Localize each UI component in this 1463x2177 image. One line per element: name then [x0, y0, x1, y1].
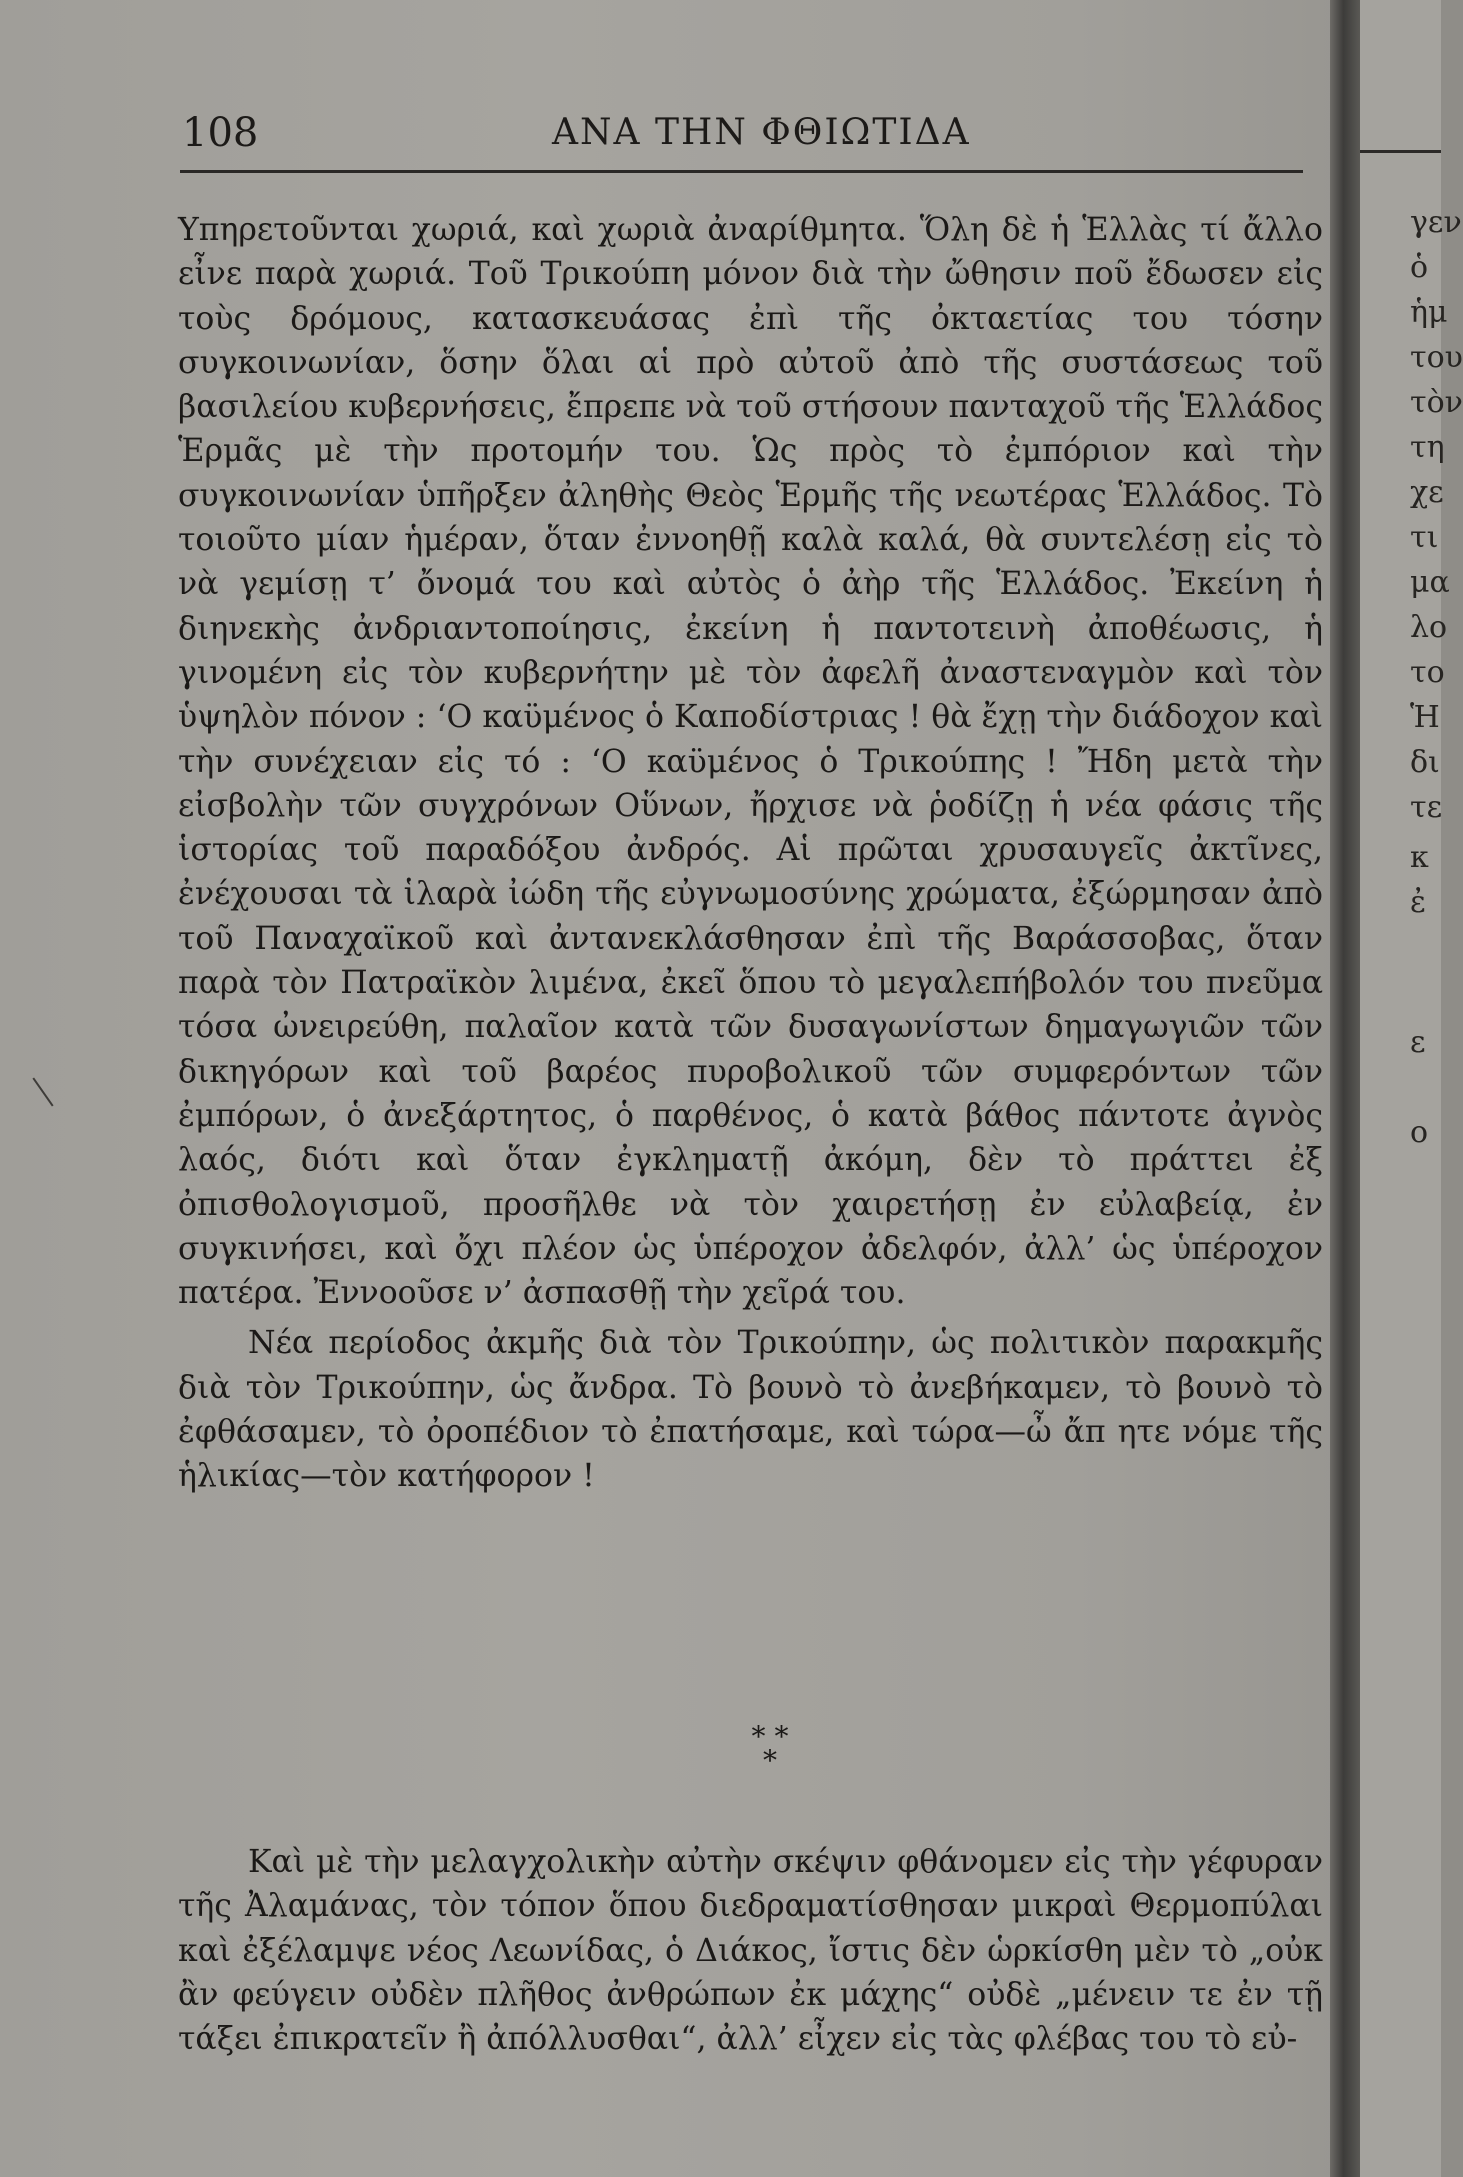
facing-page-fragment: γεν — [1410, 205, 1462, 240]
book-gutter — [1330, 0, 1360, 2177]
facing-page-fragment: τε — [1410, 790, 1443, 825]
page-number: 108 — [182, 110, 259, 156]
section-asterism: * * * — [751, 1720, 789, 1777]
paragraph: Υπηρετοῦνται χωριά, καὶ χωριὰ ἀναρίθμητα. Ὅλη δὲ ἡ Ἑλλὰς τί ἄλλο εἶνε παρὰ χωριά. Τοῦ Τρικούπη μόνον διὰ τὴν ὤθησιν ποῦ ἔδωσεν εἰς τοὺς δρόμους, κατασκευάσας ἐπὶ τῆς ὀκταετίας του τόσην συγκοινωνίαν, ὅσην ὅλαι αἱ πρὸ αὐτοῦ ἀπὸ τῆς συστάσεως τοῦ βασιλείου κυβερνήσεις, ἔπρεπε νὰ τοῦ στήσουν πανταχοῦ τῆς Ἑλλάδος Ἑρμᾶς μὲ τὴν προτομήν του. Ὡς πρὸς τὸ ἐμπόριον καὶ τὴν συγκοινωνίαν ὑπῆρξεν ἀληθὴς Θεὸς Ἑρμῆς τῆς νεωτέρας Ἑλλάδος. Τὸ τοιοῦτο μίαν ἡμέραν, ὅταν ἐννοηθῇ καλὰ καλά, θὰ συντελέσῃ εἰς τὸ νὰ γεμίσῃ τ’ ὄνομά του καὶ αὐτὸς ὁ ἀὴρ τῆς Ἑλλάδος. Ἐκείνη ἡ διηνεκὴς ἀνδριαντοποίησις, ἐκείνη ἡ παντοτεινὴ ἀποθέωσις, ἡ γινομένη εἰς τὸν κυβερνήτην μὲ τὸν ἀφελῆ ἀναστεναγμὸν καὶ τὸν ὑψηλὸν πόνον : ‘Ο καϋμένος ὁ Καποδίστριας ! θὰ ἔχῃ τὴν διάδοχον καὶ τὴν συνέχειαν εἰς τό : ‘Ο καϋμένος ὁ Τρικούπης ! Ἤδη μετὰ τὴν εἰσβολὴν τῶν συγχρόνων Οὕνων, ἤρχισε νὰ ῥοδίζῃ ἡ νέα φάσις τῆς ἱστορίας τοῦ παραδόξου ἀνδρός. Αἱ πρῶται χρυσαυγεῖς ἀκτῖνες, ἐνέχουσαι τὰ ἱλαρὰ ἰώδη τῆς εὐγνωμοσύνης χρώματα, ἐξώρμησαν ἀπὸ τοῦ Παναχαϊκοῦ καὶ ἀντανεκλάσθησαν ἐπὶ τῆς Βαράσσοβας, ὅταν παρὰ τὸν Πατραϊκὸν λιμένα, ἐκεῖ ὅπου τὸ μεγαλεπήβολόν του πνεῦμα τόσα ὠνειρεύθη, παλαῖον κατὰ τῶν δυσαγωνίστων δημαγωγιῶν τῶν δικηγόρων καὶ τοῦ βαρέος πυροβολικοῦ τῶν συμφερόντων τῶν ἐμπόρων, ὁ ἀνεξάρτητος, ὁ παρθένος, ὁ κατὰ βάθος πάντοτε ἀγνὸς λαός, διότι καὶ ὅταν ἐγκληματῇ ἀκόμη, δὲν τὸ πράττει ἐξ ὀπισθολογισμοῦ, προσῆλθε νὰ τὸν χαιρετήσῃ ἐν εὐλαβείᾳ, ἐν συγκινήσει, καὶ ὄχι πλέον ὡς ὑπέροχον ἀδελφόν, ἀλλ’ ὡς ὑπέροχον πατέρα. Ἐννοοῦσε ν’ ἀσπασθῇ τὴν χεῖρά του. — [178, 212, 1323, 1312]
facing-page-header-rule — [1360, 150, 1441, 153]
facing-page-fragment: τη — [1410, 430, 1445, 465]
facing-page-fragment: Ἡ — [1410, 700, 1440, 735]
facing-page-fragment: δι — [1410, 745, 1440, 780]
facing-page-fragment: ο — [1410, 1115, 1429, 1150]
facing-page-fragment: το — [1410, 655, 1445, 690]
facing-page-fragment: ἐ — [1410, 885, 1427, 920]
facing-page-fragment: τὸν — [1410, 385, 1463, 420]
paragraph: Νέα περίοδος ἀκμῆς διὰ τὸν Τρικούπην, ὡς πολιτικὸν παρακμῆς διὰ τὸν Τρικούπην, ὡς ἄνδρα. Τὸ βουνὸ τὸ ἀνεβήκαμεν, τὸ βουνὸ τὸ ἐφθάσαμεν, τὸ ὀροπέδιον τὸ ἐπατήσαμε, καὶ τώρα—ὦ ἄπ ητε νόμε τῆς ἡλικίας—τὸν κατήφορον ! — [178, 1325, 1323, 1495]
facing-page-fragment: ε — [1410, 1025, 1426, 1060]
facing-page-fragment: του — [1410, 340, 1463, 375]
facing-page-fragment: ὁ — [1410, 250, 1429, 285]
body-text — [178, 208, 1323, 1499]
facing-page-fragment: κ — [1410, 840, 1429, 875]
facing-page-edge — [1360, 0, 1463, 2177]
facing-page-fragment: λο — [1410, 610, 1448, 645]
page-header — [182, 110, 1302, 160]
facing-page-fragment: ἡμ — [1410, 295, 1448, 330]
header-rule — [180, 170, 1303, 173]
facing-page-fragment: μα — [1410, 565, 1450, 600]
running-title: ΑΝΑ ΤΗΝ ΦΘΙΩΤΙΔΑ — [552, 112, 971, 153]
paragraph: Καὶ μὲ τὴν μελαγχολικὴν αὐτὴν σκέψιν φθάνομεν εἰς τὴν γέφυραν τῆς Ἀλαμάνας, τὸν τόπον ὅπου διεδραματίσθησαν μικραὶ Θερμοπύλαι καὶ ἐξέλαμψε νέος Λεωνίδας, ὁ Διάκος, ἴστις δὲν ὡρκίσθη μὲν τὸ „οὐκ ἂν φεύγειν οὐδὲν πλῆθος ἀνθρώπων ἐκ μάχης“ οὐδὲ „μένειν τε ἐν τῇ τάξει ἐπικρατεῖν ἢ ἀπόλλυσθαι“, ἀλλ’ εἶχεν εἰς τὰς φλέβας του τὸ εὐ- — [178, 1844, 1323, 2058]
facing-page-fragment: χε — [1410, 475, 1444, 510]
facing-page-fragment: τι — [1410, 520, 1439, 555]
